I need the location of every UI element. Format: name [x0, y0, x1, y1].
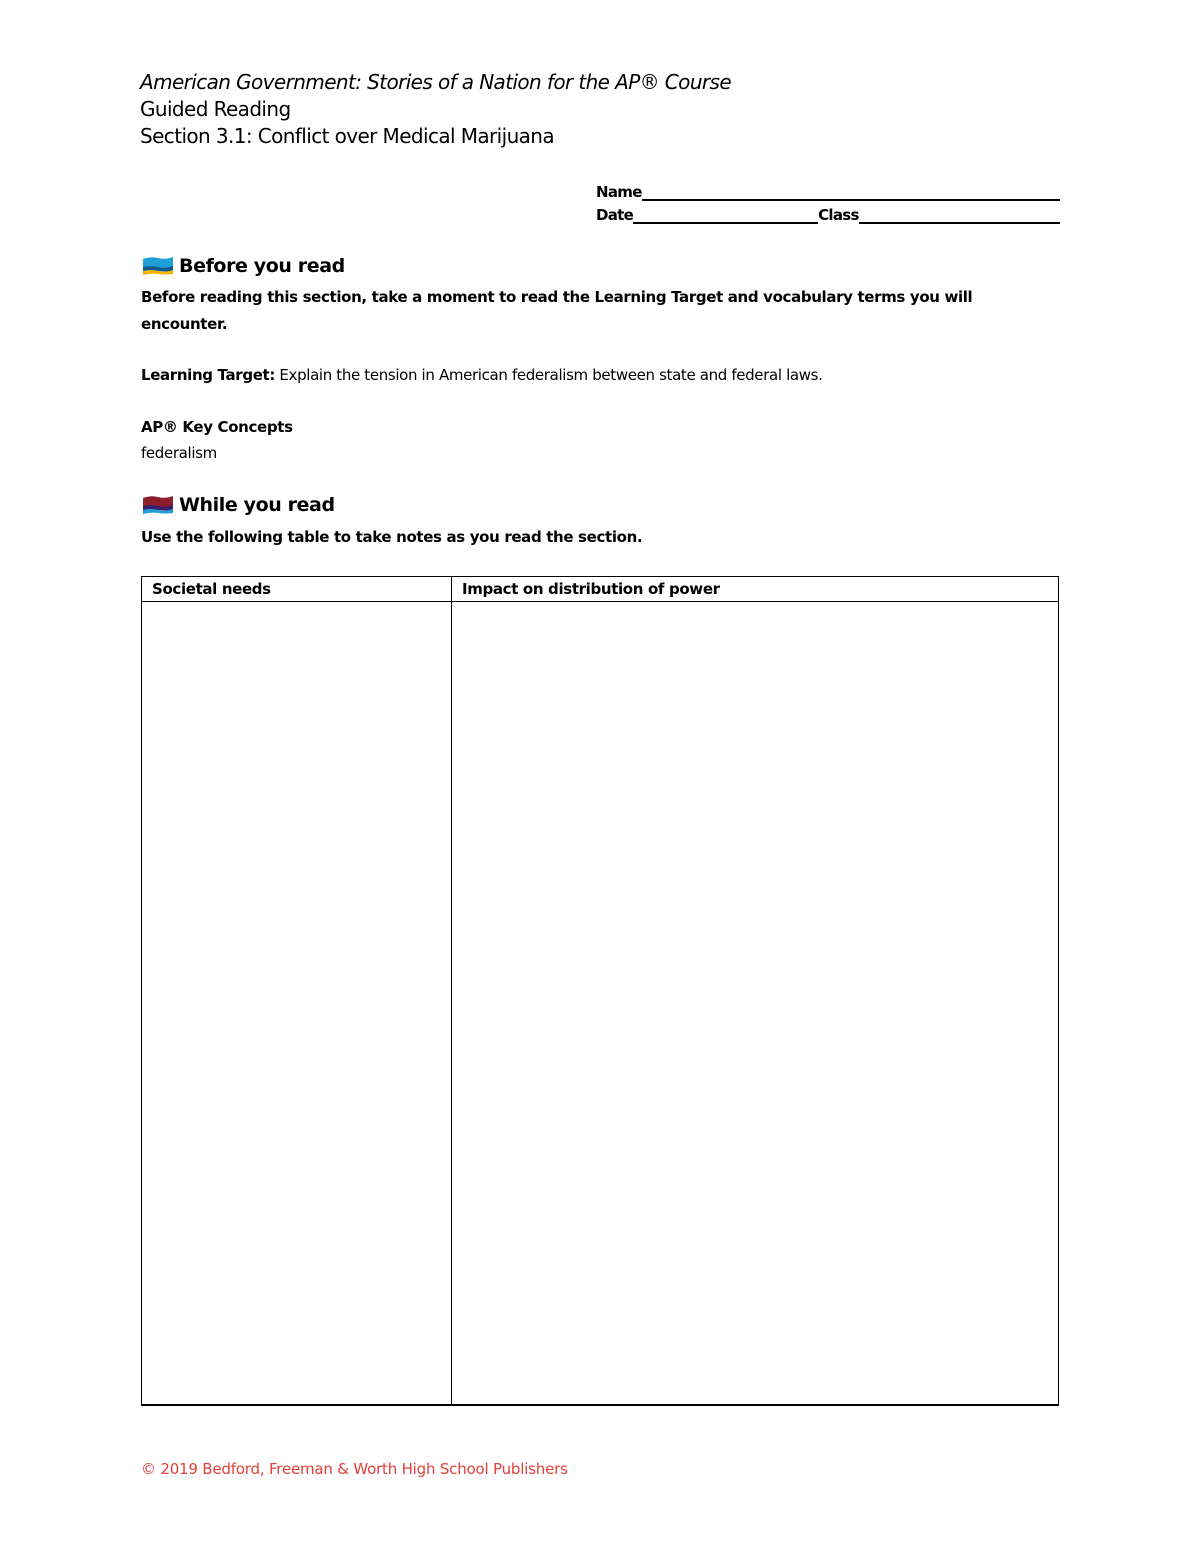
- key-concepts-heading: AP® Key Concepts: [141, 418, 293, 436]
- before-you-read-title: Before you read: [179, 255, 345, 277]
- while-you-read-heading: [142, 494, 335, 516]
- flag-icon: [142, 495, 174, 515]
- societal-needs-notes-cell[interactable]: [142, 602, 452, 1406]
- learning-target-label: Learning Target:: [141, 366, 276, 384]
- date-label: Date: [596, 206, 634, 224]
- copyright-footer: © 2019 Bedford, Freeman & Worth High School Publishers: [141, 1460, 568, 1478]
- learning-target-text: Explain the tension in American federalism between state and federal laws.: [275, 366, 823, 384]
- class-blank[interactable]: [859, 206, 1060, 224]
- date-class-row: [596, 201, 1060, 224]
- column-header-impact: Impact on distribution of power: [452, 577, 1059, 602]
- key-concept-item: federalism: [141, 444, 217, 462]
- name-row: [596, 178, 1060, 201]
- student-info-block: [596, 178, 1060, 224]
- date-blank[interactable]: [633, 206, 818, 224]
- section-title: Section 3.1: Conflict over Medical Marijuana: [140, 124, 555, 148]
- learning-target: [141, 362, 823, 389]
- before-reading-intro: Before reading this section, take a moment to read the Learning Target and vocabulary terms you will encounter.: [141, 288, 973, 333]
- column-header-societal-needs: Societal needs: [142, 577, 452, 602]
- table-header-row: [142, 577, 1059, 602]
- name-label: Name: [596, 183, 642, 201]
- flag-icon: [142, 256, 174, 276]
- impact-notes-cell[interactable]: [452, 602, 1059, 1406]
- while-you-read-title: While you read: [179, 494, 335, 516]
- name-blank[interactable]: [642, 183, 1060, 201]
- before-you-read-heading: [142, 255, 345, 277]
- document-subtitle: Guided Reading: [140, 97, 291, 121]
- table-instructions: Use the following table to take notes as you read the section.: [141, 528, 643, 546]
- class-label: Class: [818, 206, 859, 224]
- book-title: American Government: Stories of a Nation for the AP® Course: [140, 70, 732, 94]
- notes-table: [141, 576, 1059, 1406]
- table-row: [142, 602, 1059, 1406]
